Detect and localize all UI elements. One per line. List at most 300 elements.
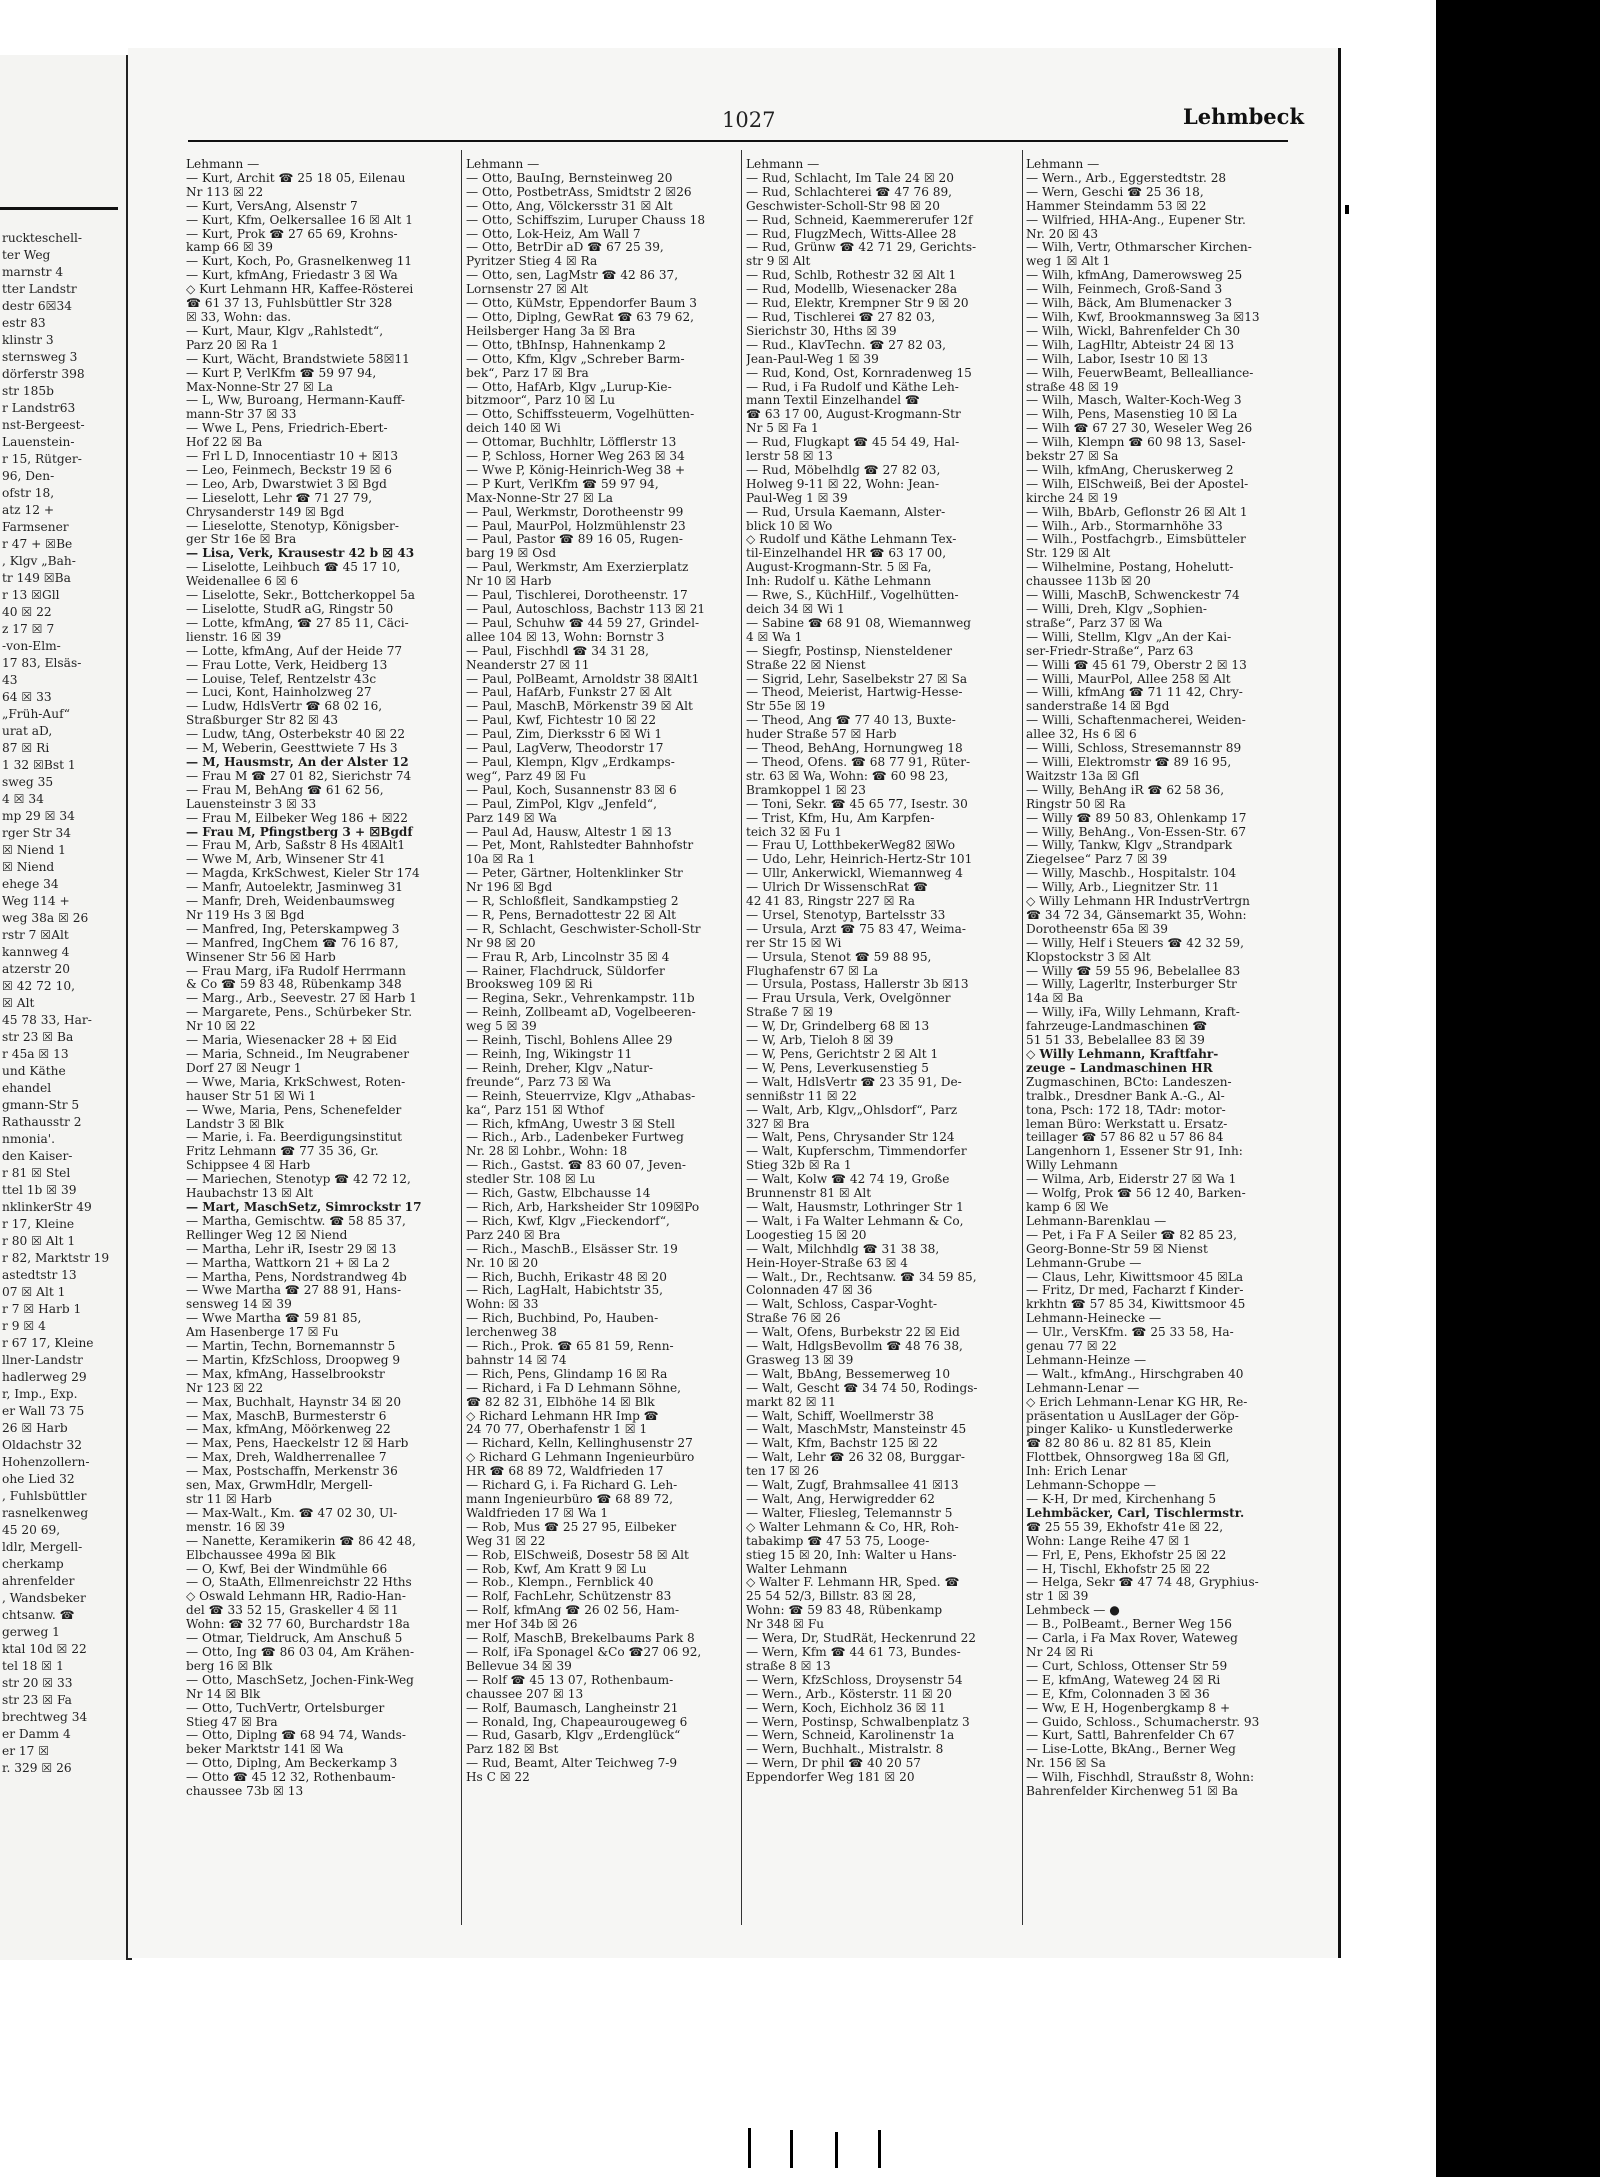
directory-entry: Nr. 156 ☒ Sa xyxy=(1026,1757,1106,1771)
directory-entry: — Rich., Prok. ☎ 65 81 59, Renn- xyxy=(466,1340,674,1354)
directory-entry: — Otto, Ing ☎ 86 03 04, Am Krähen- xyxy=(186,1645,415,1659)
directory-entry: — Ludw, HdlsVertr ☎ 68 02 16, xyxy=(186,700,383,714)
directory-entry: — Theod, Ofens. ☎ 68 77 91, Rüter- xyxy=(746,755,971,769)
directory-entry: — Rud, Modellb, Wiesenacker 28a xyxy=(746,283,958,297)
directory-entry: — Wern., Arb., Eggerstedtstr. 28 xyxy=(1026,171,1227,185)
directory-entry: zeuge – Landmaschinen HR xyxy=(1026,1061,1213,1075)
directory-entry: Lehmbäcker, Carl, Tischlermstr. xyxy=(1026,1506,1245,1520)
directory-entry: hauser Str 51 ☒ Wi 1 xyxy=(186,1089,317,1103)
directory-entry: — Udo, Lehr, Heinrich-Hertz-Str 101 xyxy=(746,853,973,867)
directory-entry: — Rolf, Baumasch, Langheinstr 21 xyxy=(466,1701,679,1715)
directory-entry: Nr 119 Hs 3 ☒ Bgd xyxy=(186,908,305,922)
previous-page-line: z 17 ☒ 7 xyxy=(2,622,55,636)
previous-page-line: r, Imp., Exp. xyxy=(2,1387,78,1401)
directory-entry: — Wilh, Fischhdl, Straußstr 8, Wohn: xyxy=(1026,1771,1255,1785)
previous-page-line: ☒ 42 72 10, xyxy=(2,979,75,993)
directory-entry: tabakimp ☎ 47 53 75, Looge- xyxy=(746,1534,930,1548)
previous-page-line: 4 ☒ 34 xyxy=(2,792,44,806)
directory-entry: — Kurt, Prok ☎ 27 65 69, Krohns- xyxy=(186,227,398,241)
directory-entry: — Peter, Gärtner, Holtenklinker Str xyxy=(466,867,683,881)
directory-entry: Wohn: Lange Reihe 47 ☒ 1 xyxy=(1026,1534,1191,1548)
directory-entry: Colonnaden 47 ☒ 36 xyxy=(746,1284,873,1298)
previous-page-line: 45 20 69, xyxy=(2,1523,61,1537)
directory-entry: — E, kfmAng, Wateweg 24 ☒ Ri xyxy=(1026,1673,1221,1687)
previous-page-line: ☒ Niend 1 xyxy=(2,843,66,857)
directory-entry: ◇ Willy Lehmann, Kraftfahr- xyxy=(1026,1048,1219,1061)
directory-entry: sensweg 14 ☒ 39 xyxy=(186,1298,292,1312)
previous-page-line: r 47 + ☒Be xyxy=(2,537,73,551)
directory-entry: — Reinh, Tischl, Bohlens Allee 29 xyxy=(466,1034,673,1048)
directory-entry: ◇ Willy Lehmann HR IndustrVertrgn xyxy=(1026,895,1250,909)
directory-entry: ka“, Parz 151 ☒ Wthof xyxy=(466,1103,604,1117)
directory-entry: — Willy, Lagerltr, Insterburger Str xyxy=(1026,978,1237,992)
directory-entry: — Richard G, i. Fa Richard G. Leh- xyxy=(466,1479,678,1493)
directory-entry: — R, Pens, Bernadottestr 22 ☒ Alt xyxy=(466,908,676,922)
directory-entry: — Otmar, Tieldruck, Am Anschuß 5 xyxy=(186,1632,403,1646)
previous-page-line: str 23 ☒ Fa xyxy=(2,1693,72,1707)
directory-entry: chaussee 113b ☒ 20 xyxy=(1026,575,1151,589)
directory-entry: 327 ☒ Bra xyxy=(746,1117,810,1131)
directory-entry: — Rud, i Fa Rudolf und Käthe Leh- xyxy=(746,380,959,394)
directory-entry: — Walt, Schloss, Caspar-Voght- xyxy=(746,1298,938,1312)
directory-entry: Parz 20 ☒ Ra 1 xyxy=(186,338,279,352)
previous-page-line: cherkamp xyxy=(2,1557,64,1571)
directory-entry: — Wilfried, HHA-Ang., Eupener Str. xyxy=(1026,213,1246,227)
directory-entry: Lehmann-Schoppe — xyxy=(1026,1479,1157,1493)
directory-entry: Flottbek, Ohnsorgweg 18a ☒ Gfl, xyxy=(1026,1451,1230,1465)
directory-entry: — E, Kfm, Colonnaden 3 ☒ 36 xyxy=(1026,1687,1210,1701)
directory-entry: — Ursel, Stenotyp, Bartelsstr 33 xyxy=(746,908,946,922)
directory-entry: — Rud, Beamt, Alter Teichweg 7-9 xyxy=(466,1757,678,1771)
directory-entry: — Wilh, Vertr, Othmarscher Kirchen- xyxy=(1026,241,1252,255)
directory-entry: — Wolfg, Prok ☎ 56 12 40, Barken- xyxy=(1026,1187,1246,1201)
directory-entry: — Otto, BauIng, Bernsteinweg 20 xyxy=(466,171,673,185)
directory-entry: — Max, MaschB, Burmesterstr 6 xyxy=(186,1409,387,1423)
directory-entry: — Wern, Dr phil ☎ 40 20 57 xyxy=(746,1757,921,1771)
previous-page-line: kannweg 4 xyxy=(2,945,70,959)
directory-entry: str 9 ☒ Alt xyxy=(746,255,811,269)
directory-entry: — Frau M, Eilbeker Weg 186 + ☒22 xyxy=(186,811,408,825)
previous-page-line: 40 ☒ 22 xyxy=(2,605,52,619)
directory-entry: Max-Nonne-Str 27 ☒ La xyxy=(466,491,613,505)
directory-entry: Straße 22 ☒ Nienst xyxy=(746,658,866,672)
directory-entry: weg“, Parz 49 ☒ Fu xyxy=(466,769,587,783)
previous-page-line: klinstr 3 xyxy=(2,333,54,347)
directory-entry: sanderstraße 14 ☒ Bgd xyxy=(1026,700,1170,714)
directory-entry: Parz 149 ☒ Wa xyxy=(466,811,558,825)
directory-entry: — Max, kfmAng, Möörkenweg 22 xyxy=(186,1423,391,1437)
directory-entry: — Rud., KlavTechn. ☎ 27 82 03, xyxy=(746,338,946,352)
directory-entry: Lehmann-Grube — xyxy=(1026,1256,1142,1270)
directory-entry: 10a ☒ Ra 1 xyxy=(466,853,536,867)
directory-entry: — Walt, Kupferschm, Timmendorfer xyxy=(746,1145,967,1159)
directory-entry: — Frau U, LotthbekerWeg82 ☒Wo xyxy=(746,839,956,853)
directory-entry: — Paul, Zim, Dierksstr 6 ☒ Wi 1 xyxy=(466,728,663,742)
directory-entry: — Wilh., Arb., Stormarnhöhe 33 xyxy=(1026,519,1223,533)
directory-entry: — Walt, Arb, Klgv,„Ohlsdorf“, Parz xyxy=(746,1103,958,1117)
directory-entry: — Paul, ZimPol, Klgv „Jenfeld“, xyxy=(466,797,657,811)
directory-entry: — Paul, Kwf, Fichtestr 10 ☒ 22 xyxy=(466,714,657,728)
directory-entry: Rellinger Weg 12 ☒ Niend xyxy=(186,1228,348,1242)
directory-entry: Pyritzer Stieg 4 ☒ Ra xyxy=(466,255,598,269)
previous-page-line: dörferstr 398 xyxy=(2,367,85,381)
directory-entry: — R, Schlacht, Geschwister-Scholl-Str xyxy=(466,922,701,936)
directory-entry: ger Str 16e ☒ Bra xyxy=(186,533,297,547)
directory-entry: Nr 98 ☒ 20 xyxy=(466,936,536,950)
previous-page-line: r 17, Kleine xyxy=(2,1217,75,1231)
previous-page-line: ahrenfelder xyxy=(2,1574,75,1588)
directory-entry: — Theod, Meierist, Hartwig-Hesse- xyxy=(746,686,963,700)
directory-entry: Inh: Erich Lenar xyxy=(1026,1465,1128,1479)
directory-entry: — Wilh, BbArb, Geflonstr 26 ☒ Alt 1 xyxy=(1026,505,1248,519)
directory-entry: — Paul, Klempn, Klgv „Erdkamps- xyxy=(466,755,675,769)
directory-entry: chaussee 207 ☒ 13 xyxy=(466,1687,584,1701)
previous-page-line: sweg 35 xyxy=(2,775,54,789)
directory-entry: — Paul, Tischlerei, Dorotheenstr. 17 xyxy=(466,589,688,603)
previous-page-line: Lauenstein- xyxy=(2,435,75,449)
directory-column-4 xyxy=(1026,158,1314,1799)
directory-entry: — Otto, Schiffszim, Luruper Chauss 18 xyxy=(466,213,706,227)
directory-entry: Lehmbeck — ● xyxy=(1026,1604,1120,1618)
directory-entry: genau 77 ☒ 22 xyxy=(1026,1340,1117,1354)
directory-entry: — Wilh, Pens, Masenstieg 10 ☒ La xyxy=(1026,408,1238,422)
previous-page-line: 87 ☒ Ri xyxy=(2,741,50,755)
directory-entry: — Wern, Kfm ☎ 44 61 73, Bundes- xyxy=(746,1645,961,1659)
directory-entry: — O, StaAth, Ellmenreichstr 22 Hths xyxy=(186,1576,412,1590)
directory-entry: — Willi, Schloss, Stresemannstr 89 xyxy=(1026,742,1242,756)
page-number: 1027 xyxy=(722,108,776,132)
directory-entry: — Rob, Kwf, Am Kratt 9 ☒ Lu xyxy=(466,1562,647,1576)
directory-entry: — Martha, Wattkorn 21 + ☒ La 2 xyxy=(186,1256,390,1270)
previous-page-line: r 15, Rütger- xyxy=(2,452,82,466)
directory-entry: ☎ 82 82 31, Elbhöhe 14 ☒ Blk xyxy=(466,1395,655,1409)
directory-entry: — Walt, Lehr ☎ 26 32 08, Burggar- xyxy=(746,1451,966,1465)
directory-entry: — Rwe, S., KüchHilf., Vogelhütten- xyxy=(746,589,959,603)
directory-entry: — Otto, Schiffssteuerm, Vogelhütten- xyxy=(466,408,695,422)
directory-entry: ◇ Walter Lehmann & Co, HR, Roh- xyxy=(746,1520,959,1534)
directory-entry: — Otto, Diplng, Am Beckerkamp 3 xyxy=(186,1757,398,1771)
directory-entry: Haubachstr 13 ☒ Alt xyxy=(186,1187,314,1201)
previous-page-line: Hohenzollern- xyxy=(2,1455,90,1469)
directory-entry: ten 17 ☒ 26 xyxy=(746,1465,819,1479)
directory-entry: — Paul, Pastor ☎ 89 16 05, Rugen- xyxy=(466,533,683,547)
directory-entry: ☎ 25 55 39, Ekhofstr 41e ☒ 22, xyxy=(1026,1520,1224,1534)
directory-entry: — W, Arb, Tieloh 8 ☒ 39 xyxy=(746,1034,894,1048)
directory-entry: — Walt, i Fa Walter Lehmann & Co, xyxy=(746,1214,964,1228)
previous-page-line: str 23 ☒ Ba xyxy=(2,1030,74,1044)
directory-entry: — Walt, Milchhdlg ☎ 31 38 38, xyxy=(746,1242,940,1256)
previous-page-line: ehandel xyxy=(2,1081,52,1095)
directory-entry: — Regina, Sekr., Vehrenkampstr. 11b xyxy=(466,992,695,1006)
directory-entry: krkhtn ☎ 57 85 34, Kiwittsmoor 45 xyxy=(1026,1298,1246,1312)
directory-entry: — Rich, Buchh, Erikastr 48 ☒ 20 xyxy=(466,1270,667,1284)
previous-page-line: , Klgv „Bah- xyxy=(2,554,76,568)
directory-entry: — Rud, Flugkapt ☎ 45 54 49, Hal- xyxy=(746,436,960,450)
directory-entry: — Wera, Dr, StudRät, Heckenrund 22 xyxy=(746,1632,976,1646)
directory-entry: Walter Lehmann xyxy=(746,1562,848,1576)
previous-page-line: und Käthe xyxy=(2,1064,66,1078)
previous-page-line: marnstr 4 xyxy=(2,265,64,279)
directory-entry: — Paul, PolBeamt, Arnoldstr 38 ☒Alt1 xyxy=(466,672,700,686)
directory-entry: — Paul, MaurPol, Holzmühlenstr 23 xyxy=(466,519,686,533)
directory-entry: — K-H, Dr med, Kirchenhang 5 xyxy=(1026,1493,1217,1506)
directory-entry: Parz 182 ☒ Bst xyxy=(466,1743,559,1757)
directory-entry: — Rud, Ursula Kaemann, Alster- xyxy=(746,505,946,519)
directory-entry: — Otto ☎ 45 12 32, Rothenbaum- xyxy=(186,1771,396,1785)
directory-entry: — Rud, Kond, Ost, Kornradenweg 15 xyxy=(746,366,972,380)
directory-entry: — Margarete, Pens., Schürbeker Str. xyxy=(186,1006,413,1020)
directory-entry: Chrysanderstr 149 ☒ Bgd xyxy=(186,505,345,519)
directory-entry: — Reinh, Ing, Wikingstr 11 xyxy=(466,1048,633,1061)
directory-entry: — Willy, BehAng iR ☎ 62 58 36, xyxy=(1026,783,1225,797)
previous-page-line: r 80 ☒ Alt 1 xyxy=(2,1234,76,1248)
directory-entry: — Kurt, VersAng, Alsenstr 7 xyxy=(186,199,358,213)
directory-entry: Winsener Str 56 ☒ Harb xyxy=(186,950,336,964)
directory-entry: — Rud, Schlb, Rothestr 32 ☒ Alt 1 xyxy=(746,269,957,283)
directory-column-3 xyxy=(746,158,1034,1785)
directory-entry: — Trist, Kfm, Hu, Am Karpfen- xyxy=(746,811,935,825)
directory-entry: mann-Str 37 ☒ 33 xyxy=(186,408,297,422)
directory-entry: Nr 348 ☒ Fu xyxy=(746,1618,825,1632)
previous-page-line: 26 ☒ Harb xyxy=(2,1421,68,1435)
directory-entry: — Ulr., VersKfm. ☎ 25 33 58, Ha- xyxy=(1026,1326,1234,1340)
directory-entry: — Wwe, Maria, KrkSchwest, Roten- xyxy=(186,1075,406,1089)
directory-entry: barg 19 ☒ Osd xyxy=(466,547,557,561)
directory-entry: — Otto, Diplng, GewRat ☎ 63 79 62, xyxy=(466,310,695,324)
directory-entry: fahrzeuge-Landmaschinen ☎ xyxy=(1026,1020,1208,1034)
previous-page-line: Oldachstr 32 xyxy=(2,1438,82,1452)
directory-entry: Dorotheenstr 65a ☒ 39 xyxy=(1026,922,1169,936)
directory-entry: Hs C ☒ 22 xyxy=(466,1771,530,1785)
directory-entry: — Wilma, Arb, Eiderstr 27 ☒ Wa 1 xyxy=(1026,1173,1237,1187)
directory-entry: — Lotte, kfmAng, ☎ 27 85 11, Cäci- xyxy=(186,616,409,630)
header-rule xyxy=(188,140,1288,142)
directory-entry: — Walt, Kfm, Bachstr 125 ☒ 22 xyxy=(746,1437,938,1451)
directory-entry: — Claus, Lehr, Kiwittsmoor 45 ☒La xyxy=(1026,1270,1244,1284)
directory-entry: — Luci, Kont, Hainholzweg 27 xyxy=(186,686,372,700)
directory-entry: Lehmann-Heinecke — xyxy=(1026,1312,1162,1326)
directory-entry: — Walt., kfmAng., Hirschgraben 40 xyxy=(1026,1367,1244,1381)
directory-entry: — Walt., Dr., Rechtsanw. ☎ 34 59 85, xyxy=(746,1270,977,1284)
directory-entry: 24 70 77, Oberhafenstr 1 ☒ 1 xyxy=(466,1423,648,1437)
previous-page-line: hadlerweg 29 xyxy=(2,1370,87,1384)
previous-page-line: weg 38a ☒ 26 xyxy=(2,911,89,925)
directory-entry: — Manfr, Dreh, Weidenbaumsweg xyxy=(186,895,395,909)
directory-entry: — Willy, Maschb., Hospitalstr. 104 xyxy=(1026,867,1237,881)
directory-entry: straße 8 ☒ 13 xyxy=(746,1659,831,1673)
previous-page-line: nmonia'. xyxy=(2,1132,55,1146)
directory-entry: — Wilh ☎ 67 27 30, Weseler Weg 26 xyxy=(1026,422,1253,436)
directory-entry: — Walt, Ang, Herwigredder 62 xyxy=(746,1493,935,1506)
directory-entry: — Wilh, FeuerwBeamt, Bellealliance- xyxy=(1026,366,1254,380)
directory-entry: — Wilh, kfmAng, Damerowsweg 25 xyxy=(1026,269,1243,283)
directory-entry: — Wwe M, Arb, Winsener Str 41 xyxy=(186,853,386,867)
directory-entry: del ☎ 33 52 15, Graskeller 4 ☒ 11 xyxy=(186,1604,399,1618)
directory-entry: Nr. 20 ☒ 43 xyxy=(1026,227,1099,241)
directory-entry: — Frl L D, Innocentiastr 10 + ☒13 xyxy=(186,450,399,464)
directory-entry: — Richard, Kelln, Kellinghusenstr 27 xyxy=(466,1437,693,1451)
directory-entry: Lehmann — xyxy=(1026,158,1100,171)
previous-page-line: chtsanw. ☎ xyxy=(2,1608,75,1622)
directory-entry: stedler Str. 108 ☒ Lu xyxy=(466,1173,596,1187)
previous-page-line: str 20 ☒ 33 xyxy=(2,1676,73,1690)
directory-entry: ☒ 33, Wohn: das. xyxy=(186,310,292,324)
directory-entry: Bahrenfelder Kirchenweg 51 ☒ Ba xyxy=(1026,1785,1238,1799)
directory-entry: — Kurt, Sattl, Bahrenfelder Ch 67 xyxy=(1026,1729,1235,1743)
directory-entry: — Sigrid, Lehr, Saselbekstr 27 ☒ Sa xyxy=(746,672,968,686)
directory-entry: — Liselotte, Sekr., Bottcherkoppel 5a xyxy=(186,589,415,603)
directory-entry: Willy Lehmann xyxy=(1026,1159,1118,1173)
directory-entry: chaussee 73b ☒ 13 xyxy=(186,1785,304,1799)
directory-entry: — Otto, Lok-Heiz, Am Wall 7 xyxy=(466,227,641,241)
directory-entry: — R, Schloßfleit, Sandkampstieg 2 xyxy=(466,895,679,909)
directory-entry: Weg 31 ☒ 22 xyxy=(466,1534,546,1548)
directory-entry: Klopstockstr 3 ☒ Alt xyxy=(1026,950,1151,964)
previous-page-line: astedtstr 13 xyxy=(2,1268,77,1282)
scan-mark xyxy=(878,2130,881,2168)
directory-entry: ◇ Richard G Lehmann Ingenieurbüro xyxy=(466,1451,695,1465)
directory-entry: — Walt, Gescht ☎ 34 74 50, Rodings- xyxy=(746,1381,978,1395)
scan-mark xyxy=(790,2130,793,2168)
previous-page-line: ☒ Alt xyxy=(2,996,35,1010)
directory-entry: — Paul Ad, Hausw, Altestr 1 ☒ 13 xyxy=(466,825,672,839)
directory-entry: — Rud, Grünw ☎ 42 71 29, Gerichts- xyxy=(746,241,977,255)
directory-entry: — Wilh, Klempn ☎ 60 98 13, Sasel- xyxy=(1026,436,1246,450)
directory-entry: — Manfred, IngChem ☎ 76 16 87, xyxy=(186,936,399,950)
previous-page-line: -von-Elm- xyxy=(2,639,61,653)
directory-entry: — M, Weberin, Geesttwiete 7 Hs 3 xyxy=(186,742,398,756)
directory-entry: — Willi, kfmAng ☎ 71 11 42, Chry- xyxy=(1026,686,1243,700)
directory-entry: Flughafenstr 67 ☒ La xyxy=(746,964,879,978)
directory-entry: — Siegfr, Postinsp, Niensteldener xyxy=(746,644,953,658)
directory-entry: — Frau Lotte, Verk, Heidberg 13 xyxy=(186,658,388,672)
directory-entry: Str. 129 ☒ Alt xyxy=(1026,547,1111,561)
directory-entry: — Walt, Schiff, Woellmerstr 38 xyxy=(746,1409,934,1423)
directory-entry: Nr. 28 ☒ Lohbr., Wohn: 18 xyxy=(466,1145,628,1159)
directory-entry: — M, Hausmstr, An der Alster 12 xyxy=(186,755,409,769)
directory-entry: — Curt, Schloss, Ottenser Str 59 xyxy=(1026,1659,1228,1673)
directory-entry: — Wilh, Bäck, Am Blumenacker 3 xyxy=(1026,297,1233,311)
previous-page-line: mp 29 ☒ 34 xyxy=(2,809,75,823)
directory-entry: — Richard, i Fa D Lehmann Söhne, xyxy=(466,1381,681,1395)
directory-entry: — Rich, Pens, Glindamp 16 ☒ Ra xyxy=(466,1367,668,1381)
directory-entry: — Kurt, Maur, Klgv „Rahlstedt“, xyxy=(186,324,384,338)
scan-mark xyxy=(748,2128,751,2168)
directory-entry: — Paul, Autoschloss, Bachstr 113 ☒ 21 xyxy=(466,603,706,616)
previous-page-line: „Früh-Auf“ xyxy=(2,707,71,721)
directory-entry: Weidenallee 6 ☒ 6 xyxy=(186,575,299,589)
directory-entry: — Wilh, Kwf, Brookmannsweg 3a ☒13 xyxy=(1026,310,1260,324)
directory-entry: — Otto, HafArb, Klgv „Lurup-Kie- xyxy=(466,380,672,394)
directory-entry: — Willi, MaschB, Schwenckestr 74 xyxy=(1026,589,1240,603)
directory-entry: — Wern, Buchhalt., Mistralstr. 8 xyxy=(746,1743,944,1757)
directory-entry: — Mart, MaschSetz, Simrockstr 17 xyxy=(186,1200,422,1214)
directory-entry: Parz 240 ☒ Bra xyxy=(466,1228,561,1242)
directory-entry: — Walt, HdlgsBevollm ☎ 48 76 38, xyxy=(746,1340,963,1354)
directory-entry: deich 140 ☒ Wi xyxy=(466,422,561,436)
directory-entry: — Rud, Schneid, Kaemmererufer 12f xyxy=(746,213,973,227)
directory-entry: — Walt, HdlsVertr ☎ 23 35 91, De- xyxy=(746,1075,962,1089)
directory-entry: Jean-Paul-Weg 1 ☒ 39 xyxy=(746,352,879,366)
directory-entry: weg 1 ☒ Alt 1 xyxy=(1026,255,1111,269)
directory-entry: — Paul, Werkmstr, Am Exerzierplatz xyxy=(466,561,689,575)
previous-page-line: rstr 7 ☒Alt xyxy=(2,928,69,942)
directory-entry: Paul-Weg 1 ☒ 39 xyxy=(746,491,848,505)
directory-entry: — Manfr, Autoelektr, Jasminweg 31 xyxy=(186,881,403,895)
previous-page-line: nst-Bergeest- xyxy=(2,418,85,432)
directory-entry: bekstr 27 ☒ Sa xyxy=(1026,450,1119,464)
directory-entry: Inh: Rudolf u. Käthe Lehmann xyxy=(746,575,931,589)
directory-entry: & Co ☎ 59 83 48, Rübenkamp 348 xyxy=(186,978,402,992)
directory-entry: kamp 6 ☒ We xyxy=(1026,1200,1109,1214)
directory-entry: — Willi, Dreh, Klgv „Sophien- xyxy=(1026,603,1208,616)
previous-page-line: r 82, Marktstr 19 xyxy=(2,1251,110,1265)
previous-page-line: 64 ☒ 33 xyxy=(2,690,52,704)
directory-entry: — Martha, Lehr iR, Isestr 29 ☒ 13 xyxy=(186,1242,397,1256)
directory-entry: — Rainer, Flachdruck, Süldorfer xyxy=(466,964,665,978)
directory-entry: — Walt, Ofens, Burbekstr 22 ☒ Eid xyxy=(746,1326,960,1340)
directory-entry: Am Hasenberge 17 ☒ Fu xyxy=(186,1326,339,1340)
directory-entry: — Kurt, Kfm, Oelkersallee 16 ☒ Alt 1 xyxy=(186,213,413,227)
directory-entry: Straße 7 ☒ 19 xyxy=(746,1006,833,1020)
directory-entry: — Reinh, Dreher, Klgv „Natur- xyxy=(466,1061,653,1075)
previous-page-line: r 81 ☒ Stel xyxy=(2,1166,71,1180)
directory-entry: Bellevue 34 ☒ 39 xyxy=(466,1659,572,1673)
directory-entry: bitzmoor“, Parz 10 ☒ Lu xyxy=(466,394,616,408)
directory-entry: Heilsberger Hang 3a ☒ Bra xyxy=(466,324,636,338)
directory-entry: Dorf 27 ☒ Neugr 1 xyxy=(186,1061,302,1075)
directory-entry: str 11 ☒ Harb xyxy=(186,1493,272,1506)
directory-entry: Nr 14 ☒ Blk xyxy=(186,1687,261,1701)
directory-entry: Lehmann-Heinze — xyxy=(1026,1353,1147,1367)
directory-entry: — Wern, Schneid, Karolinenstr 1a xyxy=(746,1729,955,1743)
directory-entry: — Pet, Mont, Rahlstedter Bahnhofstr xyxy=(466,839,694,853)
directory-entry: — Otto, Diplng ☎ 68 94 74, Wands- xyxy=(186,1729,406,1743)
directory-entry: — L, Ww, Buroang, Hermann-Kauff- xyxy=(186,394,405,408)
directory-entry: Elbchaussee 499a ☒ Blk xyxy=(186,1548,336,1562)
directory-entry: Landstr 3 ☒ Blk xyxy=(186,1117,284,1131)
directory-entry: — Wilh, Feinmech, Groß-Sand 3 xyxy=(1026,283,1223,297)
directory-entry: Geschwister-Scholl-Str 98 ☒ 20 xyxy=(746,199,940,213)
directory-entry: Holweg 9-11 ☒ 22, Wohn: Jean- xyxy=(746,477,940,491)
directory-entry: Straßburger Str 82 ☒ 43 xyxy=(186,714,339,728)
directory-entry: Wohn: ☎ 59 83 48, Rübenkamp xyxy=(746,1604,943,1618)
scan-mark xyxy=(835,2132,838,2168)
directory-entry: Loogestieg 15 ☒ 20 xyxy=(746,1228,867,1242)
previous-page-line: tr 149 ☒Ba xyxy=(2,571,71,585)
directory-entry: — Willi, MaurPol, Allee 258 ☒ Alt xyxy=(1026,672,1231,686)
previous-page-line: Rathausstr 2 xyxy=(2,1115,82,1129)
directory-entry: — Paul, Werkmstr, Dorotheenstr 99 xyxy=(466,505,684,519)
previous-page-line: ttel 1b ☒ 39 xyxy=(2,1183,77,1197)
directory-entry: — Frau M ☎ 27 01 82, Sierichstr 74 xyxy=(186,769,412,783)
previous-page-line: gerweg 1 xyxy=(2,1625,60,1639)
directory-entry: — Wwe, Maria, Pens, Schenefelder xyxy=(186,1103,402,1117)
directory-entry: — Rich, LagHalt, Habichtstr 35, xyxy=(466,1284,664,1298)
directory-entry: — Paul, MaschB, Mörkenstr 39 ☒ Alt xyxy=(466,700,693,714)
directory-entry: ◇ Richard Lehmann HR Imp ☎ xyxy=(466,1409,659,1423)
directory-entry: Waitzstr 13a ☒ Gfl xyxy=(1026,769,1140,783)
previous-page-line: 17 83, Elsäs- xyxy=(2,656,82,670)
directory-entry: Stieg 32b ☒ Ra 1 xyxy=(746,1159,852,1173)
directory-entry: — Rolf, MaschB, Brekelbaums Park 8 xyxy=(466,1632,695,1646)
directory-entry: tralbk., Dresdner Bank A.-G., Al- xyxy=(1026,1089,1225,1103)
directory-entry: — Willi, Schaftenmacherei, Weiden- xyxy=(1026,714,1246,728)
directory-entry: — Willy, BehAng., Von-Essen-Str. 67 xyxy=(1026,825,1247,839)
directory-entry: Neanderstr 27 ☒ 11 xyxy=(466,658,590,672)
directory-entry: Nr 123 ☒ 22 xyxy=(186,1381,264,1395)
directory-entry: — Kurt, Archit ☎ 25 18 05, Eilenau xyxy=(186,171,406,185)
